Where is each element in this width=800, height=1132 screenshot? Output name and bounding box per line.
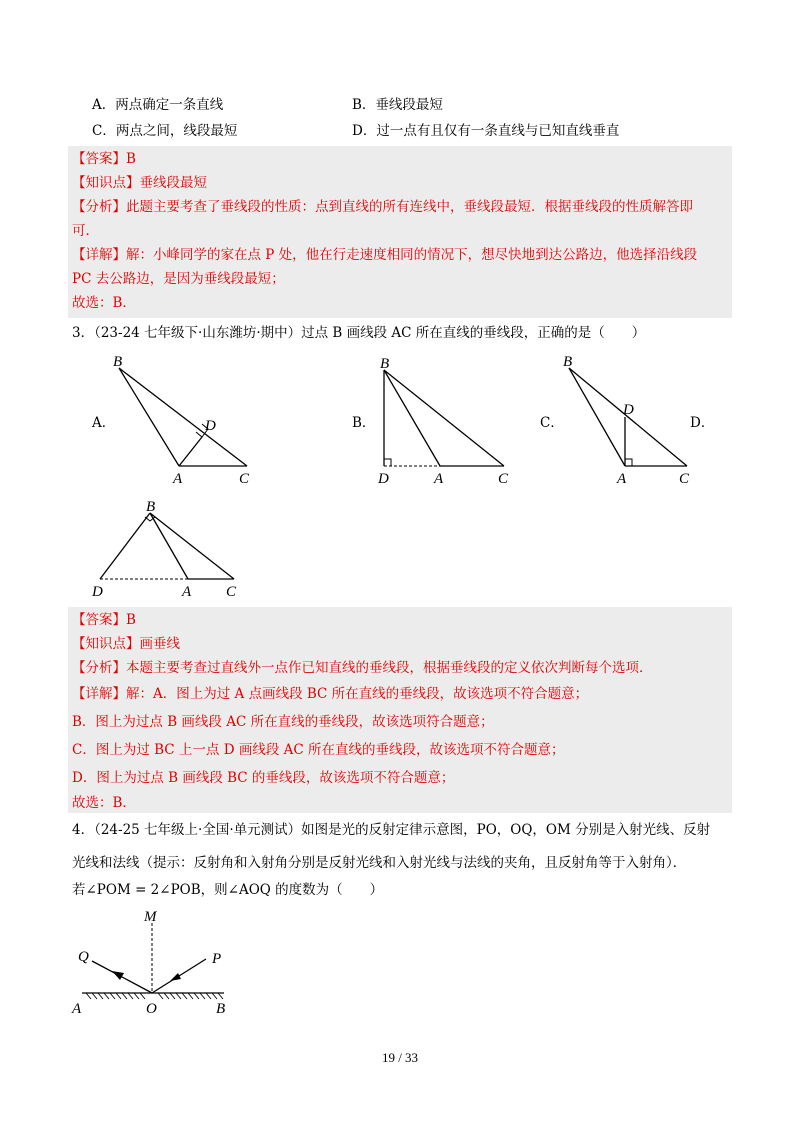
mirror-hatching: [86, 993, 223, 999]
segment-bc: [119, 368, 247, 466]
page-number: 19 / 33: [381, 1050, 419, 1065]
q2-option-a: A．两点确定一条直线: [92, 97, 224, 113]
q4-figure: [66, 905, 246, 1029]
q2-detail-2: PC 去公路边，是因为垂线段最短；: [72, 271, 285, 287]
label-d: D: [205, 418, 216, 434]
segment-bc: [150, 513, 234, 579]
label-q: Q: [78, 949, 89, 965]
label-b: B: [380, 356, 390, 372]
label-m: M: [144, 909, 157, 925]
q3-detail-2: B．图上为过点 B 画线段 AC 所在直线的垂线段，故该选项符合题意；: [72, 714, 494, 730]
label-a: A: [72, 1001, 82, 1017]
label-a: A: [182, 584, 192, 600]
label-d: D: [92, 584, 103, 600]
q3-knowledge: 【知识点】画垂线: [72, 636, 180, 652]
segment-bc: [384, 370, 504, 466]
q2-analysis-1: 【分析】此题主要考查了垂线段的性质：点到直线的所有连线中，垂线段最短．根据垂线段的性质解答即: [72, 199, 693, 215]
q2-answer-block: [68, 146, 732, 318]
q3-analysis: 【分析】本题主要考查过直线外一点作已知直线的垂线段，根据垂线段的定义依次判断每个选项．: [72, 660, 653, 676]
q2-knowledge: 【知识点】垂线段最短: [72, 175, 207, 191]
q3-option-a-letter: A．: [92, 415, 116, 431]
q2-conclusion: 故选：B．: [72, 295, 136, 311]
q2-option-c: C．两点之间，线段最短: [92, 123, 238, 139]
segment-ad: [179, 437, 202, 466]
label-a: A: [173, 471, 183, 487]
q2-detail-1: 【详解】解：小峰同学的家在点 P 处，他在行走速度相同的情况下，想尽快地到达公路边，他选择沿线段: [72, 247, 698, 263]
q3-figure-c: [555, 350, 705, 494]
q2-option-d: D．过一点有且仅有一条直线与已知直线垂直: [352, 123, 620, 139]
label-c: C: [239, 471, 250, 487]
segment-ba: [384, 370, 440, 466]
label-c: C: [679, 471, 690, 487]
right-angle-mark: [625, 459, 632, 466]
label-p: P: [212, 951, 222, 967]
label-d: D: [378, 471, 389, 487]
segment-ba: [569, 368, 625, 466]
q2-answer: 【答案】B: [72, 151, 136, 167]
q3-stem: 3．（23-24 七年级下·山东潍坊·期中）过点 B 画线段 AC 所在直线的垂线段，正确的是（ ）: [72, 325, 646, 341]
q4-stem-2: 光线和法线（提示：反射角和入射角分别是反射光线和入射光线与法线的夹角，且反射角等于入射角）．: [72, 855, 687, 871]
label-c: C: [226, 584, 237, 600]
reflected-ray-oq: [92, 961, 152, 993]
segment-ba: [119, 368, 179, 466]
q3-option-d-letter: D．: [690, 415, 715, 431]
label-b: B: [563, 354, 573, 370]
q4-stem-3: 若∠POM = 2∠POB，则∠AOQ 的度数为（ ）: [72, 882, 384, 898]
q3-option-b-letter: B．: [352, 415, 376, 431]
label-a: A: [434, 471, 444, 487]
q2-analysis-2: 可．: [72, 223, 99, 239]
label-d: D: [623, 402, 634, 418]
q3-option-c-letter: C．: [540, 415, 564, 431]
q3-figure-a: [105, 350, 265, 494]
q3-figure-b: [370, 350, 520, 494]
label-o: O: [146, 1001, 157, 1017]
arrow-po: [170, 973, 181, 981]
q4-stem-1: 4．（24-25 七年级上·全国·单元测试）如图是光的反射定律示意图，PO，OQ，OM 分别是入射光线、反射: [72, 822, 711, 838]
q3-conclusion: 故选：B．: [72, 795, 136, 811]
label-b: B: [146, 499, 156, 515]
q3-answer: 【答案】B: [72, 612, 136, 628]
label-b: B: [113, 354, 123, 370]
label-c: C: [498, 471, 509, 487]
label-b: B: [216, 1001, 226, 1017]
q3-detail-3: C．图上为过 BC 上一点 D 画线段 AC 所在直线的垂线段，故该选项不符合题意；: [72, 742, 565, 758]
q3-detail-4: D．图上为过点 B 画线段 BC 的垂线段，故该选项不符合题意；: [72, 770, 455, 786]
segment-ba: [150, 513, 188, 579]
arrow-oq: [112, 971, 124, 980]
q3-figure-d: [88, 495, 248, 609]
label-a: A: [617, 471, 627, 487]
right-angle-mark: [384, 459, 391, 466]
q2-option-b: B．垂线段最短: [352, 97, 443, 113]
q3-detail-1: 【详解】解：A．图上为过 A 点画线段 BC 所在直线的垂线段，故该选项不符合题意；: [72, 686, 589, 702]
segment-bd: [100, 513, 150, 579]
